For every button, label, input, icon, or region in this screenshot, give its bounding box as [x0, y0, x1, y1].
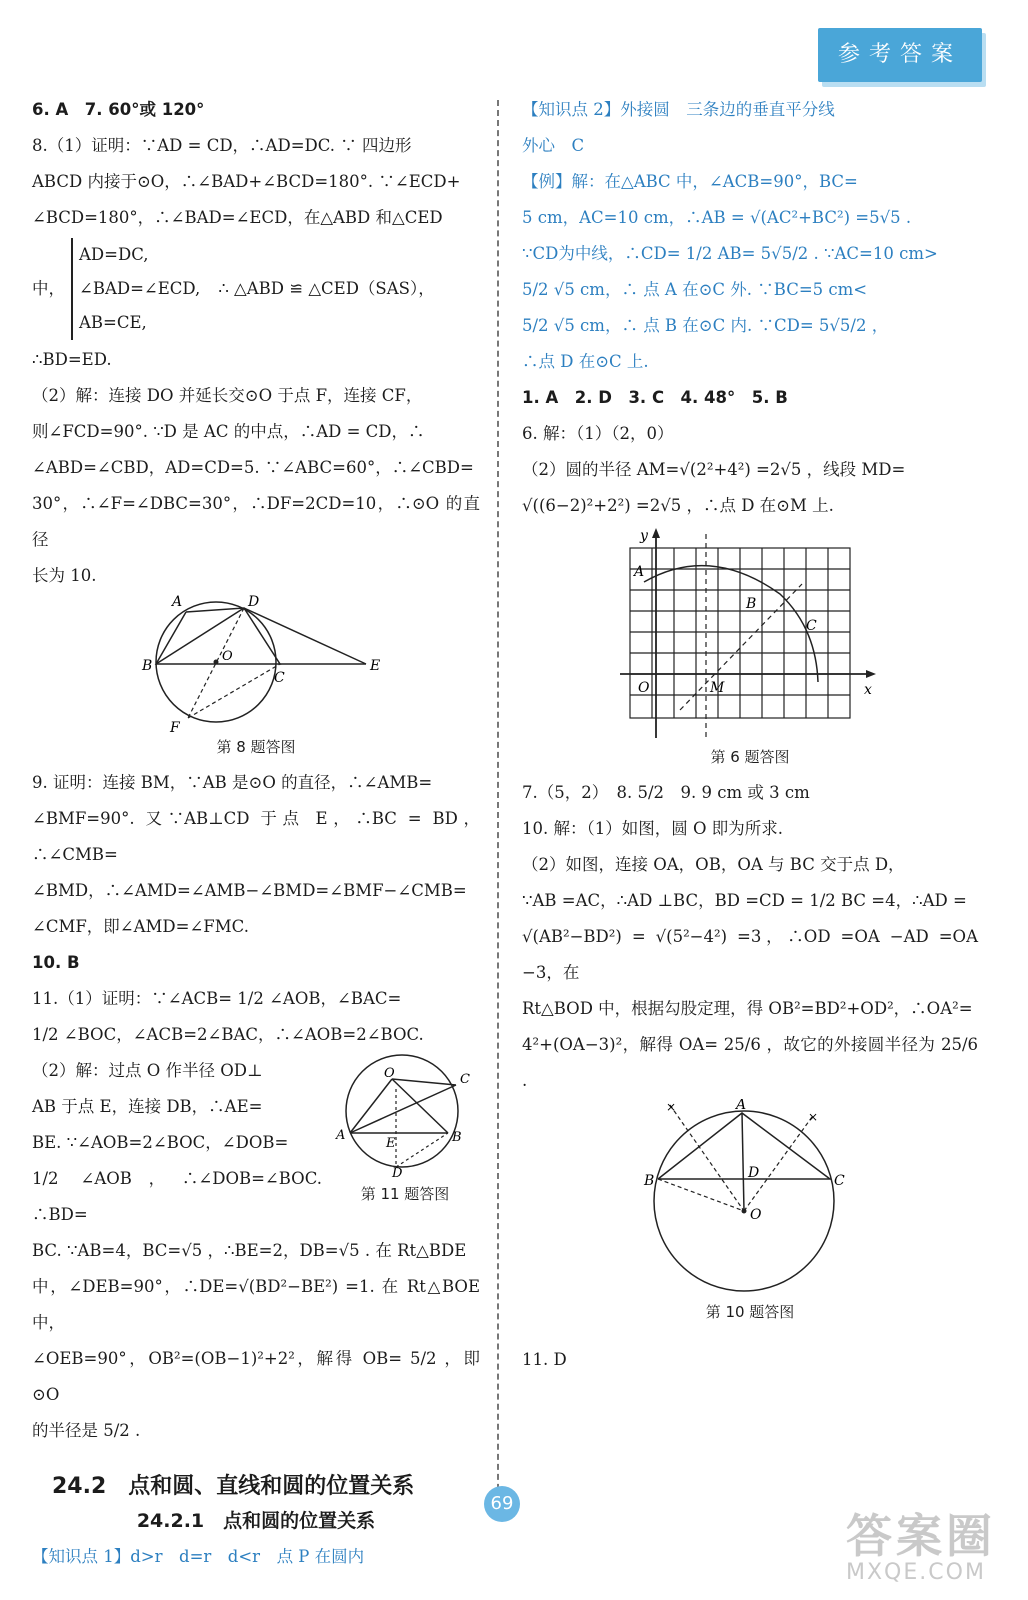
example-line: ∵CD为中线，∴CD= 1/2 AB= 5√5/2 . ∵AC=10 cm> — [522, 244, 938, 263]
figure-10 — [640, 1099, 860, 1299]
answer-line: 9. 证明：连接 BM，∵AB 是⊙O 的直径，∴∠AMB= — [32, 773, 433, 792]
answer-line: AB 于点 E，连接 DB，∴AE= — [32, 1097, 263, 1116]
answer-line: ∠ABD=∠CBD，AD=CD=5. ∵∠ABC=60°，∴∠CBD= — [32, 458, 474, 477]
example-line: 5/2 √5 cm，∴ 点 B 在⊙C 内. ∵CD= 5√5/2 ， — [522, 316, 889, 335]
knowledge-point-1: 【知识点 1】d>r d=r d<r 点 P 在圆内 — [32, 1547, 365, 1566]
figure-caption: 第 6 题答图 — [710, 748, 790, 766]
watermark-main: 答案圈 — [846, 1509, 996, 1563]
fig6-label: B — [746, 596, 757, 612]
fig6-label: C — [806, 618, 817, 634]
brace-lines — [71, 238, 200, 340]
answer-line: 8.（1）证明：∵AD = CD，∴AD=DC. ∵ 四边形 — [32, 136, 412, 155]
answer-line: 11. D — [522, 1350, 567, 1369]
fig10-label: B — [644, 1173, 655, 1189]
answer-line: （2）解：过点 O 作半径 OD⊥ — [32, 1061, 263, 1080]
answer-line: ∴BD=ED. — [32, 350, 112, 369]
answer-line: ∠CMF，即∠AMD=∠FMC. — [32, 917, 249, 936]
figure-11-wrap — [330, 1053, 480, 1212]
answer-line: 7.（5，2） 8. 5/2 9. 9 cm 或 3 cm — [522, 783, 810, 802]
answer-line: 11.（1）证明：∵∠ACB= 1/2 ∠AOB，∠BAC= — [32, 989, 402, 1008]
answer-line: 10. B — [32, 953, 80, 972]
answer-line: 则∠FCD=90°. ∵D 是 AC 的中点，∴AD = CD，∴ — [32, 422, 425, 441]
answer-line: ABCD 内接于⊙O，∴∠BAD+∠BCD=180°. ∵∠ECD+ — [32, 172, 461, 191]
fig6-label: A — [634, 564, 645, 580]
fig11-label: A — [336, 1128, 346, 1143]
section-title: 24.2 点和圆、直线和圆的位置关系 — [52, 1474, 415, 1499]
brace-line: AB=CE, — [79, 313, 147, 332]
answer-line: 6. 解：（1）（2，0） — [522, 424, 674, 443]
fig11-label: B — [452, 1130, 462, 1145]
answer-line: BC. ∵AB=4，BC=√5 ，∴BE=2，DB=√5 . 在 Rt△BDE — [32, 1241, 467, 1260]
answer-line: 1. A 2. D 3. C 4. 48° 5. B — [522, 388, 788, 407]
fig6-label: O — [638, 680, 650, 696]
answer-line: BE. ∵∠AOB=2∠BOC，∠DOB= — [32, 1133, 289, 1152]
fig8-label: E — [370, 658, 381, 674]
brace-suffix: ∴ △ABD ≌ △CED（SAS）， — [218, 279, 435, 298]
answer-line: 中，∠DEB=90°，∴DE=√(BD²−BE²) =1. 在 Rt△BOE 中， — [32, 1277, 480, 1332]
fig8-label: O — [222, 649, 233, 664]
example-line: 【例】解：在△ABC 中，∠ACB=90°，BC= — [522, 172, 858, 191]
figure-caption: 第 8 题答图 — [216, 738, 296, 756]
answer-line: ∠BMD，∴∠AMD=∠AMB−∠BMD=∠BMF−∠CMB= — [32, 881, 467, 900]
answer-line: （2）如图，连接 OA，OB，OA 与 BC 交于点 D， — [522, 855, 905, 874]
fig11-label: C — [460, 1072, 470, 1087]
fig11-label: O — [384, 1066, 395, 1081]
brace-line: ∠BAD=∠ECD, — [79, 279, 201, 298]
example-line: 5/2 √5 cm，∴ 点 A 在⊙C 外. ∵BC=5 cm< — [522, 280, 868, 299]
answer-line: ∵AB =AC，∴AD ⊥BC，BD =CD = 1/2 BC =4，∴AD = — [522, 891, 967, 910]
answer-line: √((6−2)²+2²) =2√5 ，∴点 D 在⊙M 上. — [522, 496, 834, 515]
fig6-label: M — [710, 680, 725, 696]
fig8-label: F — [170, 720, 180, 734]
answer-line: （2）圆的半径 AM=√(2²+4²) =2√5 ，线段 MD= — [522, 460, 906, 479]
answer-line: 6. A 7. 60°或 120° — [32, 100, 205, 119]
answer-line: 30°，∴∠F=∠DBC=30°，∴DF=2CD=10，∴⊙O 的直径 — [32, 494, 480, 549]
fig8-label: C — [274, 670, 285, 686]
figure-6 — [620, 524, 880, 744]
answer-line: 外心 C — [522, 136, 585, 155]
fig6-label: y — [640, 528, 648, 544]
x-mark-icon: × — [808, 1110, 819, 1124]
answer-line: 10. 解：（1）如图，圆 O 即为所求. — [522, 819, 783, 838]
answer-line: 长为 10. — [32, 566, 97, 585]
answer-line: （2）解：连接 DO 并延长交⊙O 于点 F，连接 CF， — [32, 386, 423, 405]
x-mark-icon: × — [666, 1100, 677, 1114]
figure-11 — [330, 1053, 480, 1177]
fig10-label: C — [834, 1173, 845, 1189]
answer-line: 的半径是 5/2 . — [32, 1421, 141, 1440]
watermark — [846, 1500, 996, 1585]
fig10-label: A — [736, 1099, 747, 1113]
fig11-label: D — [392, 1166, 403, 1177]
answer-key-badge: 参考答案 — [818, 28, 982, 82]
figure-8 — [126, 594, 386, 734]
column-divider — [497, 100, 499, 1520]
fig8-label: B — [142, 658, 153, 674]
answer-line: ∠BCD=180°，∴∠BAD=∠ECD，在△ABD 和△CED — [32, 208, 443, 227]
answer-line: 1/2 ∠BOC，∠ACB=2∠BAC，∴∠AOB=2∠BOC. — [32, 1025, 424, 1044]
watermark-sub: MXQE.COM — [846, 1560, 986, 1585]
fig8-label: D — [248, 594, 260, 610]
figure-caption: 第 11 题答图 — [360, 1185, 450, 1203]
fig6-label: x — [864, 682, 872, 698]
brace-prefix: 中， — [32, 279, 65, 298]
congruence-brace — [32, 238, 480, 340]
answer-line: √(AB²−BD²) = √(5²−4²) =3，∴OD =OA −AD =OA −3，在 — [522, 927, 978, 982]
answer-line: 4²+(OA−3)²，解得 OA= 25/6 ，故它的外接圆半径为 25/6 . — [522, 1035, 978, 1090]
left-column — [32, 92, 480, 1575]
answer-line: ∠OEB=90°，OB²=(OB−1)²+2²，解得 OB= 5/2 ，即⊙O — [32, 1349, 480, 1404]
answer-line: ∠BMF=90°. 又∵AB⊥CD 于点 E，∴BC = BD，∴∠CMB= — [32, 809, 480, 864]
answer-line: Rt△BOD 中，根据勾股定理，得 OB²=BD²+OD²，∴OA²= — [522, 999, 973, 1018]
example-line: 5 cm，AC=10 cm，∴AB = √(AC²+BC²) =5√5 . — [522, 208, 912, 227]
figure-caption: 第 10 题答图 — [705, 1303, 795, 1321]
q11-block — [32, 1053, 480, 1233]
answer-line: 1/2 ∠AOB，∴∠DOB=∠BOC. ∴BD= — [32, 1169, 322, 1224]
subsection-title: 24.2.1 点和圆的位置关系 — [136, 1510, 376, 1532]
fig10-label: O — [750, 1207, 762, 1223]
knowledge-point-2: 【知识点 2】外接圆 三条边的垂直平分线 — [522, 100, 835, 119]
fig11-label: E — [386, 1136, 396, 1151]
brace-line: AD=DC, — [79, 245, 149, 264]
fig8-label: A — [172, 594, 183, 610]
example-line: ∴点 D 在⊙C 上. — [522, 352, 649, 371]
page-number: 69 — [484, 1486, 520, 1522]
fig10-label: D — [748, 1165, 760, 1181]
right-column — [522, 92, 978, 1378]
